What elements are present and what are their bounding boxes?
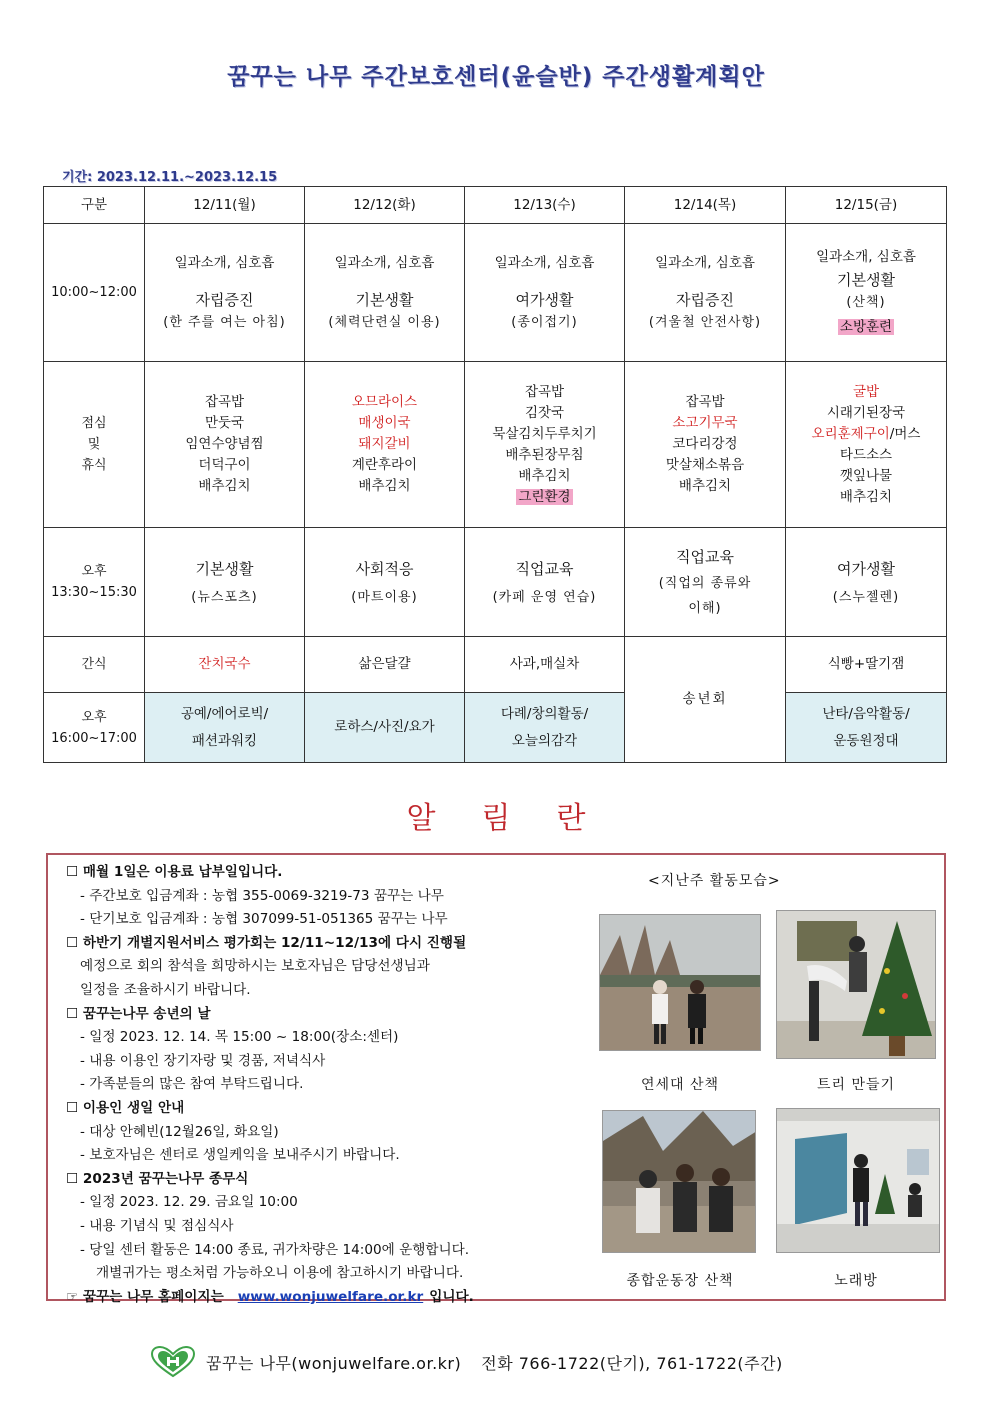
table-row-snack: [44, 637, 947, 693]
afternoon-2-label: [44, 693, 145, 763]
photo-label: 노래방: [834, 1273, 878, 1289]
cell-line: 직업교육: [676, 548, 734, 566]
lunch-fri: [786, 362, 947, 528]
notice-detail: - 단기보호 입금계좌 : 농협 307099-51-051365 꿈꾸는 나무: [80, 911, 448, 928]
cell-line: 공예/에어로빅/: [180, 705, 269, 722]
lunch-wed: [465, 362, 625, 528]
snack-fri: 식빵+딸기잼: [786, 637, 947, 693]
notice-detail: - 보호자님은 센터로 생일케익을 보내주시기 바랍니다.: [80, 1147, 400, 1164]
footer-org: 꿈꾸는 나무(wonjuwelfare.or.kr): [206, 1353, 462, 1373]
table-row-lunch: [44, 362, 947, 528]
cell-line: 자립증진: [676, 290, 734, 309]
table-row-afternoon-1: [44, 528, 947, 637]
document-title: 꿈꾸는 나무 주간보호센터(윤슬반) 주간생활계획안: [227, 64, 765, 90]
cell-line: 다례/창의활동/: [500, 705, 589, 722]
header-tue: 12/12(화): [305, 187, 465, 224]
notice-detail: 예정으로 회의 참석을 희망하시는 보호자님은 담당선생님과: [80, 958, 430, 975]
menu-item: 배추김치: [358, 478, 411, 494]
cell-line: (산책): [846, 295, 886, 310]
afternoon-1-thu: [625, 528, 786, 637]
cell-line: (스누젤렌): [832, 589, 900, 605]
cell-line: 기본생활: [195, 559, 254, 578]
cell-line: (뉴스포츠): [191, 589, 258, 605]
cell-line: 일과소개, 심호흡: [816, 249, 916, 265]
cell-line: 여가생활: [515, 290, 574, 309]
notice-detail: - 내용 기념식 및 점심식사: [80, 1217, 234, 1234]
header-category: 구분: [44, 187, 145, 224]
homepage-suffix: 입니다.: [429, 1288, 474, 1305]
notice-detail: - 가족분들의 많은 참여 부탁드립니다.: [80, 1076, 304, 1093]
lunch-mon: [145, 362, 305, 528]
cell-line: 13:30~15:30: [51, 585, 137, 600]
afternoon-2-mon: [145, 693, 305, 763]
header-mon: 12/11(월): [145, 187, 305, 224]
morning-thu: [625, 224, 786, 362]
homepage-line: [66, 1286, 606, 1310]
cell-line: (겨울철 안전사항): [648, 314, 762, 330]
menu-item: 잡곡밥: [524, 383, 565, 400]
menu-item: 배추김치: [518, 467, 571, 484]
cell-line: 운동원정대: [833, 732, 899, 749]
table-row-afternoon-2: [44, 693, 947, 763]
green-environment-badge: 그린환경: [518, 488, 571, 505]
lunch-tue: [305, 362, 465, 528]
footer: [150, 1345, 783, 1379]
header-wed: 12/13(수): [465, 187, 625, 224]
notice-heading: ☐ 이용인 생일 안내: [66, 1099, 185, 1116]
homepage-link[interactable]: www.wonjuwelfare.or.kr: [237, 1288, 424, 1305]
menu-item: 만둣국: [204, 415, 245, 431]
cell-line: 패션과워킹: [191, 732, 258, 749]
menu-item: 잡곡밥: [204, 394, 245, 410]
period-label: 기간: 2023.12.11.~2023.12.15: [62, 170, 278, 185]
morning-tue: [305, 224, 465, 362]
cell-line: 16:00~17:00: [51, 730, 137, 746]
cell-line: 오후: [81, 564, 107, 579]
cell-line: 로하스/사진/요가: [334, 719, 435, 735]
lunch-label: [44, 362, 145, 528]
menu-item: 더덕구이: [198, 457, 251, 473]
header-thu: 12/14(목): [625, 187, 786, 224]
menu-item: 오리훈제구이: [811, 425, 890, 442]
table-header-row: [44, 187, 947, 224]
menu-item: 소고기무국: [672, 415, 738, 431]
photo-label: 종합운동장 산책: [626, 1273, 734, 1289]
afternoon-1-label: [44, 528, 145, 637]
cell-line: 및: [87, 437, 101, 452]
cell-line: 일과소개, 심호흡: [494, 254, 595, 271]
photo-karaoke: [776, 1108, 940, 1253]
photo-stadium-walk: [602, 1110, 756, 1253]
menu-item: 매생이국: [358, 415, 411, 431]
notice-heading: ☐ 매월 1일은 이용료 납부일입니다.: [66, 864, 283, 880]
notice-heading: ☐ 2023년 꿈꾸는나무 종무식: [66, 1170, 249, 1187]
snack-wed: 사과,매실차: [465, 637, 625, 693]
lunch-thu: [625, 362, 786, 528]
menu-item: 오므라이스: [351, 394, 418, 410]
menu-item: 맛살채소볶음: [665, 457, 745, 473]
year-end-party-cell: 송년회: [625, 637, 786, 763]
cell-line: 기본생활: [355, 290, 414, 309]
cell-line: 사회적응: [355, 559, 414, 578]
snack-mon: 잔치국수: [145, 637, 305, 693]
photo-label: 트리 만들기: [816, 1077, 896, 1093]
cell-line: (종이접기): [511, 314, 578, 330]
menu-item: 돼지갈비: [358, 436, 411, 452]
notice-detail: 개별귀가는 평소처럼 가능하오니 이용에 참고하시기 바랍니다.: [96, 1265, 464, 1282]
cell-line: 일과소개, 심호흡: [655, 254, 755, 271]
photo-label: 연세대 산책: [640, 1077, 720, 1093]
menu-item: 김잣국: [524, 404, 565, 421]
cell-line: 기본생활: [837, 271, 895, 289]
menu-item: 묵살김치두루치기: [492, 425, 597, 442]
notice-heading: ☐ 하반기 개별지원서비스 평가회는 12/11~12/13에 다시 진행될: [66, 934, 467, 951]
menu-item: 잡곡밥: [685, 394, 725, 410]
menu-item: 계란후라이: [351, 457, 418, 473]
afternoon-2-wed: [465, 693, 625, 763]
gallery-caption: <지난주 활동모습>: [648, 873, 781, 889]
menu-item: 타드소스: [839, 446, 893, 463]
snack-label: 간식: [44, 637, 145, 693]
cell-line: 자립증진: [195, 290, 254, 309]
cell-line: 휴식: [81, 458, 107, 473]
table-row-morning: [44, 224, 947, 362]
notice-detail: - 일정 2023. 12. 14. 목 15:00 ~ 18:00(장소:센터): [80, 1029, 399, 1046]
notice-detail: - 내용 이용인 장기자랑 및 경품, 저녁식사: [80, 1052, 326, 1069]
notice-board-title: 알림란: [406, 801, 632, 836]
cell-line: (체력단련실 이용): [328, 314, 441, 330]
snack-tue: 삶은달걀: [305, 637, 465, 693]
cell-line: 점심: [81, 416, 107, 431]
footer-phone: 전화 766-1722(단기), 761-1722(주간): [481, 1353, 783, 1373]
menu-item: 배추된장무침: [505, 446, 584, 463]
notice-list: [66, 861, 606, 1309]
notice-detail: - 대상 안혜빈(12월26일, 화요일): [80, 1123, 279, 1140]
cell-line: (마트이용): [351, 589, 418, 605]
fire-drill-badge: 소방훈련: [839, 319, 893, 335]
cell-line: 일과소개, 심호흡: [174, 254, 275, 271]
afternoon-1-wed: [465, 528, 625, 637]
menu-item: /머스: [889, 425, 921, 442]
notice-detail: - 일정 2023. 12. 29. 금요일 10:00: [80, 1194, 298, 1211]
cell-line: 직업교육: [515, 559, 574, 578]
cell-line: 이해): [688, 601, 722, 616]
afternoon-2-tue: [305, 693, 465, 763]
photo-yonsei-walk: [599, 914, 761, 1051]
afternoon-1-fri: [786, 528, 947, 637]
header-fri: 12/15(금): [786, 187, 947, 224]
cell-line: 일과소개, 심호흡: [334, 254, 435, 271]
morning-mon: [145, 224, 305, 362]
menu-item: 깻잎나물: [839, 467, 893, 484]
notice-heading: ☐ 꿈꾸는나무 송년의 날: [66, 1005, 211, 1022]
menu-item: 임연수양념찜: [185, 436, 264, 452]
cell-line: 여가생활: [837, 559, 895, 578]
homepage-prefix: ☞ 꿈꾸는 나무 홈페이지는: [66, 1288, 224, 1305]
notice-detail: 일정을 조율하시기 바랍니다.: [80, 981, 251, 998]
menu-item: 굴밥: [852, 383, 880, 400]
notice-detail: - 주간보호 입금계좌 : 농협 355-0069-3219-73 꿈꾸는 나무: [80, 887, 444, 904]
photo-tree-making: [776, 910, 936, 1059]
morning-fri: [786, 224, 947, 362]
morning-wed: [465, 224, 625, 362]
afternoon-1-tue: [305, 528, 465, 637]
menu-item: 시래기된장국: [826, 404, 906, 421]
afternoon-2-fri: [786, 693, 947, 763]
cell-line: 난타/음악활동/: [822, 705, 910, 722]
menu-item: 배추김치: [678, 478, 732, 494]
cell-line: (직업의 종류와: [658, 576, 752, 591]
menu-item: 코다리강정: [672, 436, 738, 452]
menu-item: 배추김치: [839, 488, 893, 505]
notice-detail: - 당일 센터 활동은 14:00 종료, 귀가차량은 14:00에 운행합니다.: [80, 1241, 470, 1258]
menu-item: 배추김치: [198, 478, 251, 494]
cell-line: 오늘의감각: [511, 732, 578, 749]
cell-line: (한 주를 여는 아침): [163, 314, 286, 330]
afternoon-1-mon: [145, 528, 305, 637]
heart-logo-icon: [150, 1346, 196, 1378]
cell-line: (카페 운영 연습): [492, 589, 597, 605]
morning-time: 10:00~12:00: [44, 224, 145, 362]
cell-line: 오후: [81, 709, 107, 725]
weekly-plan-table: [43, 186, 947, 763]
